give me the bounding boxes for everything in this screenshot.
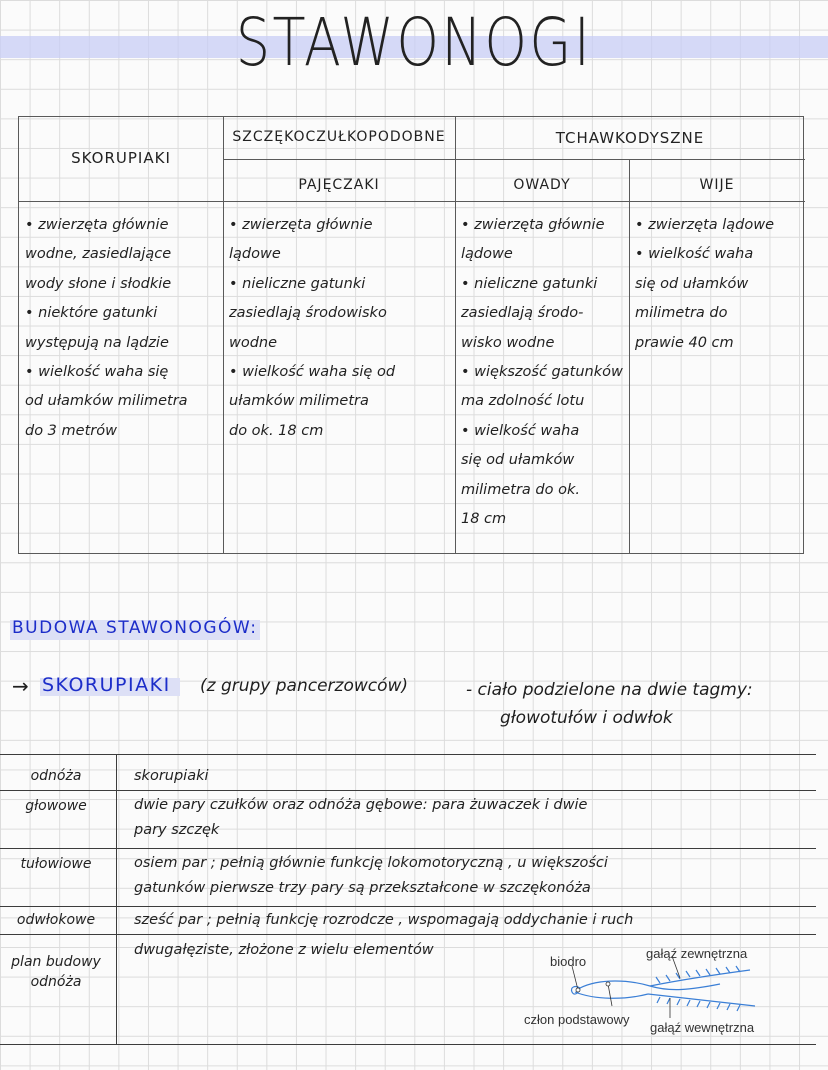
description-line-2: głowotułów i odwłok [500, 708, 673, 728]
row-text-glowowe: dwie pary czułków oraz odnóża gębowe: para żuwaczek i dwie pary szczęk [134, 797, 588, 838]
description-line-1: - ciało podzielone na dwie tagmy: [466, 680, 753, 700]
header-szczekoczulkopodobne: SZCZĘKOCZUŁKOPODOBNE [232, 129, 446, 145]
header-pajeczaki: PAJĘCZAKI [298, 177, 380, 193]
group-name: SKORUPIAKI [42, 674, 171, 696]
cell-skorupiaki: • zwierzęta głównie wodne, zasiedlające wody słone i słodkie • niektóre gatunki występują na lądzie • wielkość waha się od ułamków milimetra do 3 metrów [25, 217, 188, 439]
header-skorupiaki: SKORUPIAKI [71, 149, 171, 167]
dot-biodro [576, 988, 580, 992]
appendage-lower [575, 992, 648, 998]
cell-wije: • zwierzęta lądowe • wielkość waha się od ułamków milimetra do prawie 40 cm [635, 217, 775, 351]
dot-czlon [606, 982, 610, 986]
label-galaz-zewnetrzna: gałąź zewnętrzna [646, 946, 748, 961]
table-line [0, 1044, 816, 1045]
classification-table [18, 116, 804, 554]
leader-czlon [608, 984, 612, 1006]
outer-branch [650, 970, 750, 986]
table-divider [223, 159, 805, 160]
table-divider [629, 159, 630, 553]
table-line [116, 754, 117, 1044]
label-biodro: biodro [550, 954, 587, 969]
label-czlon-podstawowy: człon podstawowy [524, 1012, 630, 1027]
arrow-icon: → [12, 674, 29, 698]
label-galaz-wewnetrzna: gałąź wewnętrzna [650, 1020, 755, 1035]
header-wije: WIJE [699, 177, 735, 193]
group-note: (z grupy pancerzowców) [200, 676, 409, 696]
cell-owady: • zwierzęta głównie lądowe • nieliczne gatunki zasiedlają środo- wisko wodne • większość gatunków ma zdolność lotu • wielkość waha się od ułamków milimetra do ok. 18 cm [461, 217, 623, 528]
header-owady: OWADY [513, 177, 571, 193]
row-text-odwlokowe: sześć par ; pełnią funkcję rozrodcze , wspomagają oddychanie i ruch [134, 912, 634, 928]
table-divider [19, 201, 805, 202]
table-line [0, 790, 816, 791]
appendage-diagram [520, 940, 810, 1040]
outer-setae [656, 966, 740, 983]
appendage-base [580, 981, 720, 990]
table-line [0, 754, 816, 755]
row-label-tulowiowe: tułowiowe [20, 856, 92, 872]
row-label-glowowe: głowowe [25, 798, 87, 814]
row-label-odwlokowe: odwłokowe [16, 912, 96, 928]
row-text-tulowiowe: osiem par ; pełnią głównie funkcję lokomotoryczną , u większości gatunków pierwsze trzy pary są przekształcone w szczękonóża [134, 855, 608, 896]
row-text-plan: dwugałęziste, złożone z wielu elementów [134, 942, 434, 958]
table-line [0, 848, 816, 849]
page-title: STAWONOGI [235, 4, 593, 81]
header-tchawkodyszne: TCHAWKODYSZNE [555, 129, 705, 147]
section-heading: BUDOWA STAWONOGÓW: [12, 618, 258, 638]
header-odnoza: odnóża [30, 768, 82, 784]
cell-pajeczaki: • zwierzęta głównie lądowe • nieliczne gatunki zasiedlają środowisko wodne • wielkość waha się od ułamków milimetra do ok. 18 cm [229, 217, 396, 439]
table-line [0, 934, 816, 935]
row-label-plan: plan budowy odnóża [11, 954, 101, 990]
header-skorupiaki-col: skorupiaki [134, 768, 209, 784]
inner-branch [648, 994, 755, 1006]
